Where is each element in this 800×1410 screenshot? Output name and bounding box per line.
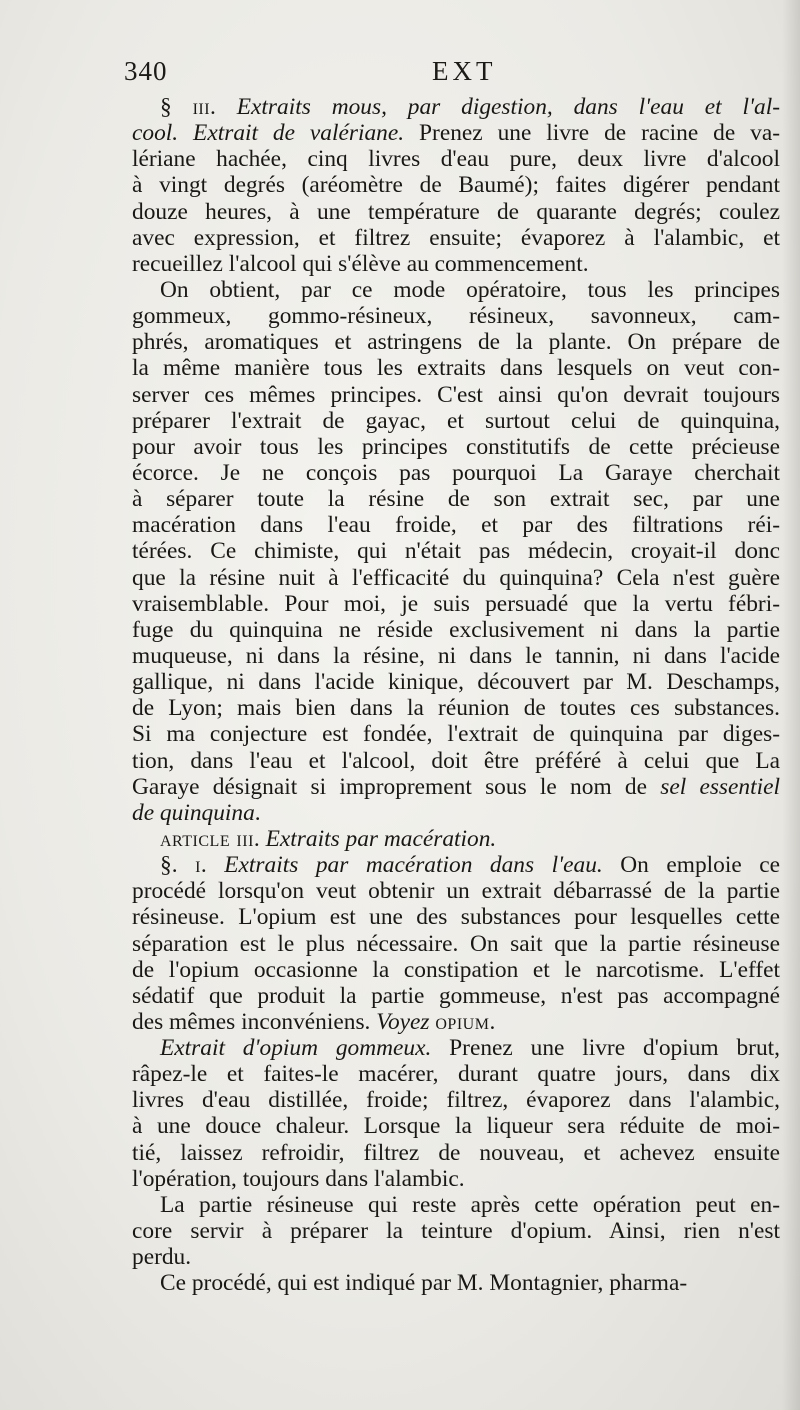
text-run: séparation est le plus nécessaire. On sait que la partie résineuse xyxy=(132,930,780,957)
text-line xyxy=(132,408,780,434)
text-run: Prenez une livre de racine de va- xyxy=(404,120,780,147)
text-line xyxy=(132,800,780,826)
text-run: . xyxy=(200,852,225,879)
text-run: On emploie ce xyxy=(602,852,780,879)
text-line xyxy=(132,329,780,355)
text-run: cool. Extrait de valériane. xyxy=(132,120,405,147)
text-run: térées. Ce chimiste, qui n'était pas médecin, croyait-il donc xyxy=(132,538,780,565)
text-run: procédé lorsqu'on veut obtenir un extrait débarrassé de la partie xyxy=(132,878,780,905)
text-run: § xyxy=(160,94,193,120)
text-line xyxy=(132,565,780,591)
running-head: EXT xyxy=(432,56,497,86)
text-run: tion, dans l'eau et l'alcool, doit être préféré à celui que La xyxy=(132,747,780,774)
text-run: recueillez l'alcool qui s'élève au commencement. xyxy=(132,250,589,277)
page-edge-shadow xyxy=(782,0,800,1410)
text-run: de l'opium occasionne la constipation et le narcotisme. L'effet xyxy=(132,956,780,983)
text-line xyxy=(132,957,780,983)
text-run: iii xyxy=(192,94,211,120)
text-run: server ces mêmes principes. C'est ainsi qu'on devrait toujours xyxy=(132,381,780,408)
text-run: gallique, ni dans l'acide kinique, découvert par M. Deschamps, xyxy=(132,669,780,696)
text-line xyxy=(132,852,780,878)
text-line xyxy=(132,1192,780,1218)
text-run: La partie résineuse qui reste après cette opération peut en- xyxy=(160,1191,780,1218)
text-line xyxy=(132,512,780,538)
text-run: . xyxy=(253,825,266,852)
text-line xyxy=(132,617,780,643)
text-line xyxy=(132,1061,780,1087)
text-run: i xyxy=(195,852,201,879)
page-header xyxy=(124,56,784,96)
text-run: préparer l'extrait de gayac, et surtout celui de quinquina, xyxy=(132,407,780,434)
text-line xyxy=(132,643,780,669)
text-line xyxy=(132,748,780,774)
text-line xyxy=(132,303,780,329)
text-line xyxy=(132,1218,780,1244)
text-run: écorce. Je ne conçois pas pourquoi La Garaye cherchait xyxy=(132,459,780,486)
text-run: fuge du quinquina ne réside exclusivement ni dans la partie xyxy=(132,616,780,643)
text-line xyxy=(132,931,780,957)
text-run: Garaye désignait si improprement sous le nom de xyxy=(132,773,661,800)
text-run: sel essentiel xyxy=(660,773,780,800)
text-line xyxy=(132,382,780,408)
text-run: article iii xyxy=(160,825,254,852)
text-run: douze heures, à une température de quarante degrés; coulez xyxy=(132,198,780,225)
text-run: que la résine nuit à l'efficacité du quinquina? Cela n'est guère xyxy=(132,564,780,591)
text-line xyxy=(132,904,780,930)
text-line xyxy=(132,878,780,904)
text-line xyxy=(132,1113,780,1139)
page-number: 340 xyxy=(124,56,168,86)
text-line xyxy=(132,1166,780,1192)
text-run: muqueuse, ni dans la résine, ni dans le tannin, ni dans l'acide xyxy=(132,642,780,669)
text-line xyxy=(132,1087,780,1113)
text-run: Extraits mous, par digestion, dans l'eau et l'al- xyxy=(236,94,780,120)
text-run: livres d'eau distillée, froide; filtrez, évaporez dans l'alambic, xyxy=(132,1087,780,1114)
text-run: Ce procédé, qui est indiqué par M. Montagnier, pharma- xyxy=(160,1270,688,1297)
text-run: . xyxy=(254,799,261,826)
text-line xyxy=(132,1140,780,1166)
text-line xyxy=(132,460,780,486)
text-run: pour avoir tous les principes constitutifs de cette précieuse xyxy=(132,433,780,460)
text-run: opium xyxy=(435,1008,490,1035)
text-run: Voyez xyxy=(376,1008,430,1035)
body-text xyxy=(132,94,780,1296)
text-line xyxy=(132,199,780,225)
text-line xyxy=(132,669,780,695)
text-line xyxy=(132,721,780,747)
text-run: . xyxy=(210,94,237,120)
text-run: Extraits par macération. xyxy=(265,825,497,852)
text-line xyxy=(132,355,780,381)
text-line xyxy=(132,1270,780,1296)
text-run: râpez-le et faites-le macérer, durant quatre jours, dans dix xyxy=(132,1061,780,1088)
text-run: perdu. xyxy=(132,1244,192,1271)
text-run: à vingt degrés (aréomètre de Baumé); faites digérer pendant xyxy=(132,172,780,199)
text-line xyxy=(132,1244,780,1270)
text-run: . xyxy=(489,1008,496,1035)
text-run: tié, laissez refroidir, filtrez de nouveau, et achevez ensuite xyxy=(132,1139,780,1166)
text-run: des mêmes inconvéniens. xyxy=(132,1008,377,1035)
text-line xyxy=(132,983,780,1009)
text-line xyxy=(132,120,780,146)
text-line xyxy=(132,774,780,800)
text-line xyxy=(132,251,780,277)
text-line xyxy=(132,695,780,721)
text-run: phrés, aromatiques et astringens de la plante. On prépare de xyxy=(132,329,780,356)
text-run: core servir à préparer la teinture d'opium. Ainsi, rien n'est xyxy=(132,1218,780,1245)
text-run: de Lyon; mais bien dans la réunion de toutes ces substances. xyxy=(132,695,780,722)
text-line xyxy=(132,146,780,172)
text-line xyxy=(132,434,780,460)
text-line xyxy=(132,1009,780,1035)
text-line xyxy=(132,826,780,852)
text-line xyxy=(132,94,780,120)
text-run: l'opération, toujours dans l'alambic. xyxy=(132,1165,465,1192)
text-line xyxy=(132,1035,780,1061)
text-run: gommeux, gommo-résineux, résineux, savonneux, cam- xyxy=(132,303,780,330)
text-run: Extrait d'opium gommeux. xyxy=(160,1035,432,1062)
text-run: macération dans l'eau froide, et par des filtrations réi- xyxy=(132,512,780,539)
text-run: à séparer toute la résine de son extrait sec, par une xyxy=(132,486,780,513)
text-run: de quinquina xyxy=(132,799,255,826)
text-run: à une douce chaleur. Lorsque la liqueur sera réduite de moi- xyxy=(132,1113,780,1140)
text-line xyxy=(132,538,780,564)
text-run: Prenez une livre d'opium brut, xyxy=(431,1035,780,1062)
text-run: On obtient, par ce mode opératoire, tous les principes xyxy=(160,276,780,303)
text-run: résineuse. L'opium est une des substances pour lesquelles cette xyxy=(132,904,780,931)
text-run: Extraits par macération dans l'eau. xyxy=(224,852,603,879)
text-line xyxy=(132,225,780,251)
text-run: sédatif que produit la partie gommeuse, n'est pas accompagné xyxy=(132,982,780,1009)
text-run: vraisemblable. Pour moi, je suis persuadé que la vertu fébri- xyxy=(132,590,780,617)
text-line xyxy=(132,486,780,512)
text-line xyxy=(132,172,780,198)
text-run: lériane hachée, cinq livres d'eau pure, deux livre d'alcool xyxy=(132,146,780,173)
text-run: §. xyxy=(160,852,196,879)
text-run: Si ma conjecture est fondée, l'extrait de quinquina par diges- xyxy=(132,721,780,748)
text-run: la même manière tous les extraits dans lesquels on veut con- xyxy=(132,355,780,382)
text-line xyxy=(132,591,780,617)
text-line xyxy=(132,277,780,303)
text-run: avec expression, et filtrez ensuite; évaporez à l'alambic, et xyxy=(132,224,780,251)
